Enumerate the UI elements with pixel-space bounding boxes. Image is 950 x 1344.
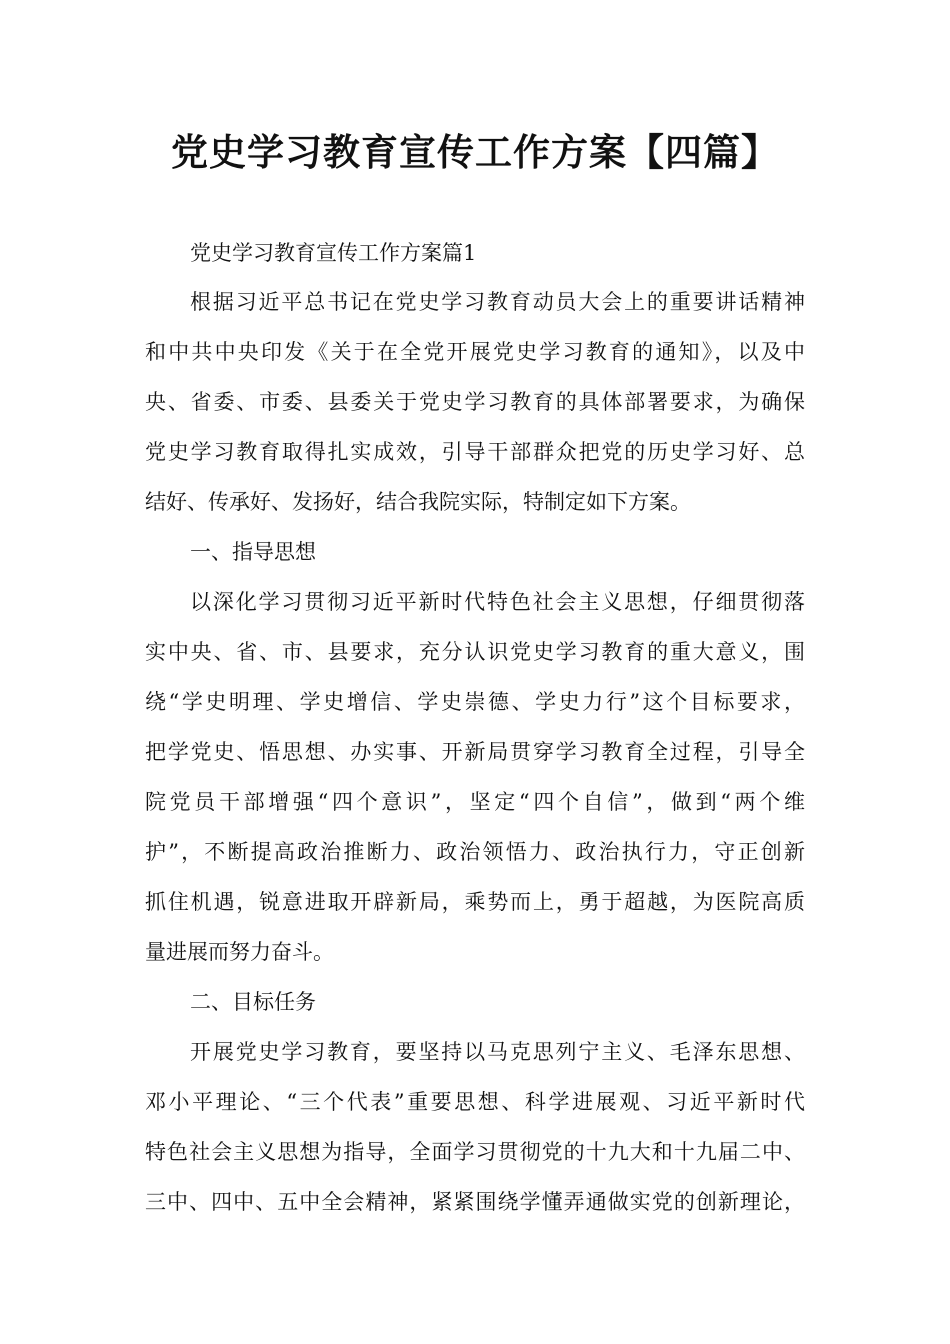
paragraph-line: 实中央、省、市、县要求，充分认识党史学习教育的重大意义，围 (145, 640, 805, 664)
paragraph-line: 和中共中央印发《关于在全党开展党史学习教育的通知》，以及中 (145, 340, 805, 364)
paragraph-line: 开展党史学习教育，要坚持以马克思列宁主义、毛泽东思想、 (190, 1040, 805, 1064)
paragraph-line: 院党员干部增强“四个意识”，坚定“四个自信”，做到“两个维 (145, 790, 805, 814)
paragraph-line: 党史学习教育取得扎实成效，引导干部群众把党的历史学习好、总 (145, 440, 805, 464)
document-title: 党史学习教育宣传工作方案【四篇】 (171, 131, 779, 174)
paragraph-line: 三中、四中、五中全会精神，紧紧围绕学懂弄通做实党的创新理论， (145, 1190, 805, 1214)
paragraph-line: 根据习近平总书记在党史学习教育动员大会上的重要讲话精神 (190, 290, 805, 314)
section-heading-part-1: 党史学习教育宣传工作方案篇1 (190, 241, 477, 265)
section-heading-guiding-ideology: 一、指导思想 (190, 540, 316, 564)
paragraph-line: 邓小平理论、“三个代表”重要思想、科学进展观、习近平新时代 (145, 1090, 805, 1114)
paragraph-line: 抓住机遇，锐意进取开辟新局，乘势而上，勇于超越，为医院高质 (145, 890, 805, 914)
paragraph-line: 护”，不断提高政治推断力、政治领悟力、政治执行力，守正创新 (145, 840, 805, 864)
paragraph-line: 绕“学史明理、学史增信、学史崇德、学史力行”这个目标要求， (145, 690, 805, 714)
paragraph-line: 把学党史、悟思想、办实事、开新局贯穿学习教育全过程，引导全 (145, 740, 805, 764)
section-heading-goals-tasks: 二、目标任务 (190, 990, 316, 1014)
paragraph-line: 结好、传承好、发扬好，结合我院实际，特制定如下方案。 (145, 490, 691, 514)
paragraph-line: 量进展而努力奋斗。 (145, 940, 334, 964)
paragraph-line: 以深化学习贯彻习近平新时代特色社会主义思想，仔细贯彻落 (190, 590, 805, 614)
paragraph-line: 央、省委、市委、县委关于党史学习教育的具体部署要求，为确保 (145, 390, 805, 414)
paragraph-line: 特色社会主义思想为指导，全面学习贯彻党的十九大和十九届二中、 (145, 1140, 805, 1164)
